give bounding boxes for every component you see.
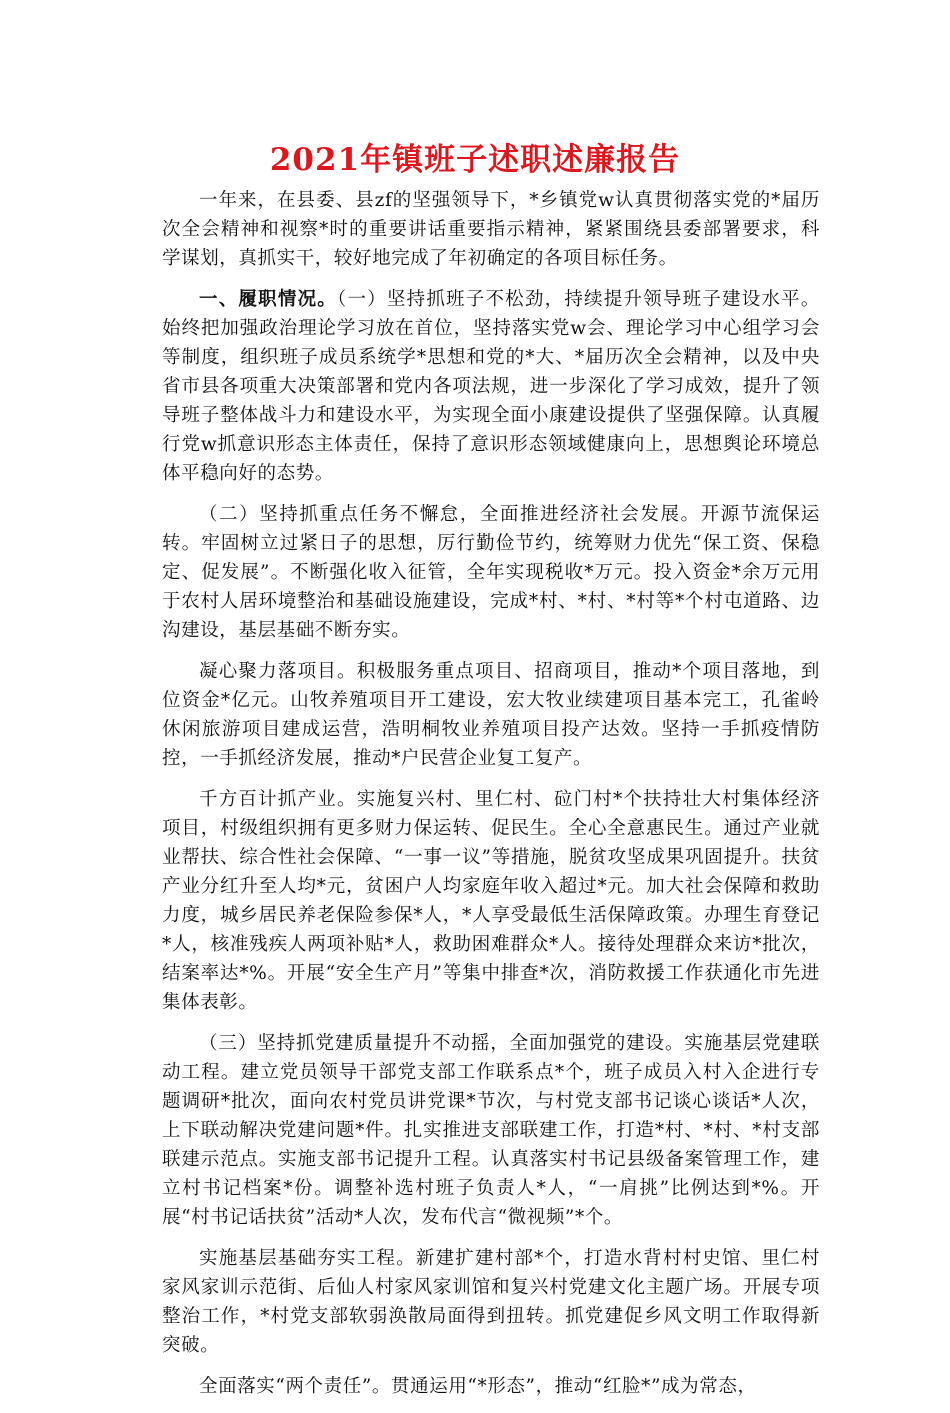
paragraph-text: 全面落实“两个责任”。贯通运用“*形态”，推动“红脸*”成为常态， [199,1376,757,1397]
paragraph-text: （三）坚持抓党建质量提升不动摇，全面加强党的建设。实施基层党建联动工程。建立党员领导干部党支部工作联系点*个，班子成员入村入企进行专题调研*批次，面向农村党员讲党课*节次，与村党支部书记谈心谈话*人次，上下联动解决党建问题*件。扎实推进支部联建工作，打造*村、*村、*村支部联建示范点。实施支部书记提升工程。认真落实村书记县级备案管理工作，建立村书记档案*份。调整补选村班子负责人*人，“一肩挑”比例达到*%。开展“村书记话扶贫”活动*人次，发布代言“微视频”*个。 [162,1033,820,1228]
paragraph-text: （二）坚持抓重点任务不懈怠，全面推进经济社会发展。开源节流保运转。牢固树立过紧日子的思想，厉行勤俭节约，统筹财力优先“保工资、保稳定、促发展”。不断强化收入征管，全年实现税收*万元。投入资金*余万元用于农村人居环境整治和基础设施建设，完成*村、*村、*村等*个村屯道路、边沟建设，基层基础不断夯实。 [162,504,820,641]
paragraph-duty-overview [162,285,820,488]
paragraph-industry [162,785,820,1017]
paragraph-grassroots [162,1244,820,1360]
document-title: 2021年镇班子述职述廉报告 [269,142,681,178]
paragraph-text: 千方百计抓产业。实施复兴村、里仁村、砬门村*个扶持壮大村集体经济项目，村级组织拥有更多财力保运转、促民生。全心全意惠民生。通过产业就业帮扶、综合性社会保障、“一事一议”等措施，脱贫攻坚成果巩固提升。扶贫产业分红升至人均*元，贫困户人均家庭年收入超过*元。加大社会保障和救助力度，城乡居民养老保险参保*人，*人享受最低生活保障政策。办理生育登记*人，核准残疾人两项补贴*人，救助困难群众*人。接待处理群众来访*批次，结案率达*%。开展“安全生产月”等集中排查*次，消防救援工作获通化市先进集体表彰。 [162,789,820,1013]
section-heading: 一、履职情况。 [199,289,337,310]
paragraph-text: 凝心聚力落项目。积极服务重点项目、招商项目，推动*个项目落地，到位资金*亿元。山牧养殖项目开工建设，宏大牧业续建项目基本完工，孔雀岭休闲旅游项目建成运营，浩明桐牧业养殖项目投产达效。坚持一手抓疫情防控，一手抓经济发展，推动*户民营企业复工复产。 [162,661,820,769]
paragraph-party-building [162,1029,820,1232]
paragraph-intro [162,186,820,273]
paragraph-text: 实施基层基础夯实工程。新建扩建村部*个，打造水背村村史馆、里仁村家风家训示范街、后仙人村家风家训馆和复兴村党建文化主题广场。开展专项整治工作，*村党支部软弱涣散局面得到扭转。抓党建促乡风文明工作取得新突破。 [162,1248,820,1356]
paragraph-text: 一年来，在县委、县zf的坚强领导下，*乡镇党w认真贯彻落实党的*届历次全会精神和视察*时的重要讲话重要指示精神，紧紧围绕县委部署要求，科学谋划，真抓实干，较好地完成了年初确定的各项目标任务。 [162,190,820,269]
paragraph-responsibility [162,1372,820,1401]
paragraph-key-tasks [162,500,820,645]
paragraph-projects [162,657,820,773]
document-body [162,186,820,1413]
paragraph-text: （一）坚持抓班子不松劲，持续提升领导班子建设水平。始终把加强政治理论学习放在首位，坚持落实党w会、理论学习中心组学习会等制度，组织班子成员系统学*思想和党的*大、*届历次全会精神，以及中央省市县各项重大决策部署和党内各项法规，进一步深化了学习成效，提升了领导班子整体战斗力和建设水平，为实现全面小康建设提供了坚强保障。认真履行党w抓意识形态主体责任，保持了意识形态领域健康向上，思想舆论环境总体平稳向好的态势。 [162,289,820,484]
